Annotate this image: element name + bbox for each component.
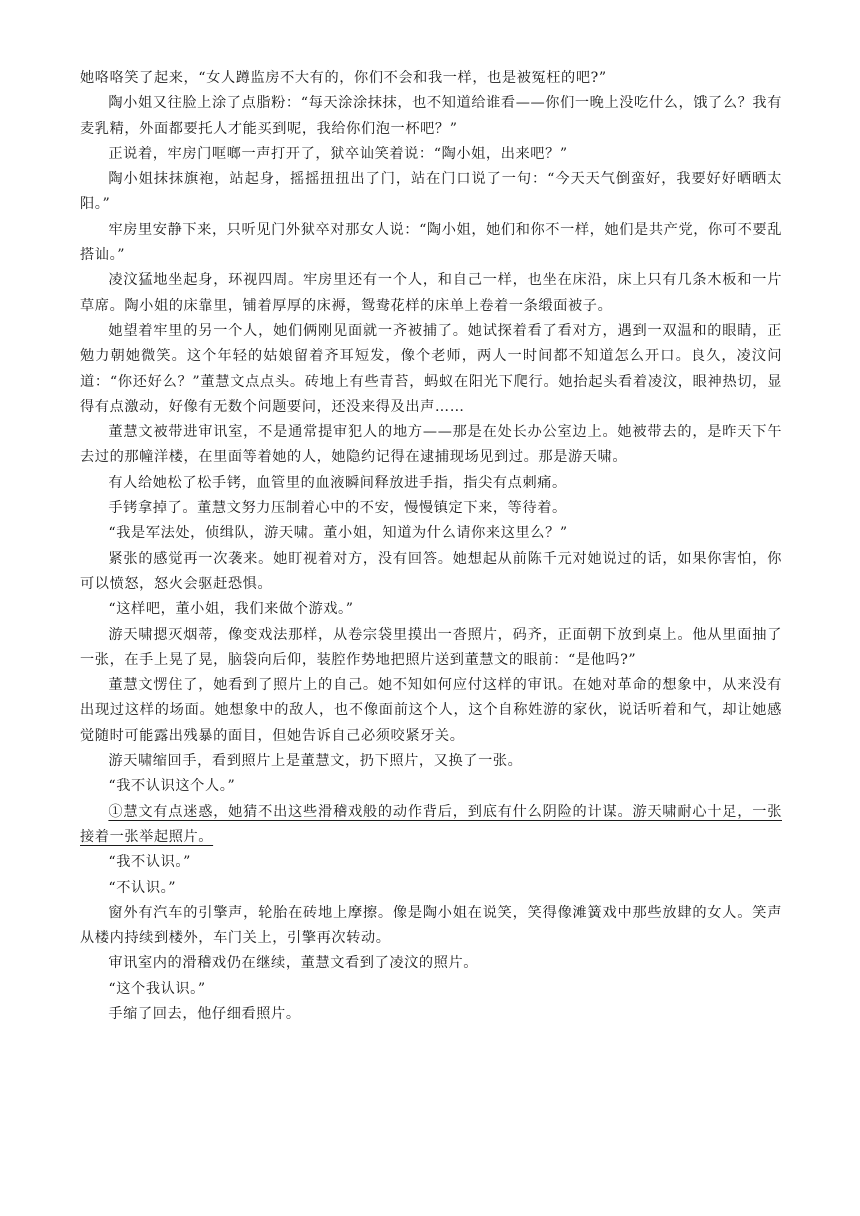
paragraph-11: “我是军法处，侦缉队，游天啸。董小姐，知道为什么请你来这里么？” (108, 525, 568, 542)
paragraph-14: 游天啸摁灭烟蒂，像变戏法那样，从卷宗袋里摸出一沓照片，码齐，正面朝下放到桌上。他从里面抽了一张，在手上晃了晃，脑袋向后仰，装腔作势地把照片送到董慧文的眼前：“是他吗?” (80, 626, 782, 668)
paragraph-20: “不认识。” (108, 879, 177, 896)
paragraph-13: “这样吧，董小姐，我们来做个游戏。” (108, 601, 354, 618)
paragraph-17: “我不认识这个人。” (108, 778, 236, 795)
paragraph-16: 游天啸缩回手，看到照片上是董慧文，扔下照片，又换了一张。 (108, 753, 523, 770)
paragraph-19: “我不认识。” (108, 854, 191, 871)
paragraph-8: 董慧文被带进审讯室，不是通常提审犯人的地方——那是在处长办公室边上。她被带去的，是昨天下午去过的那幢洋楼，在里面等着她的人，她隐约记得在逮捕现场见到过。那是游天啸。 (80, 424, 782, 466)
paragraph-24: 手缩了回去，他仔细看照片。 (108, 1005, 301, 1022)
paragraph-10: 手铐拿掉了。董慧文努力压制着心中的不安，慢慢镇定下来，等待着。 (108, 500, 567, 517)
paragraph-23: “这个我认识。” (108, 980, 206, 997)
paragraph-2: 陶小姐又往脸上涂了点脂粉：“每天涂涂抹抹，也不知道给谁看——你们一晚上没吃什么，饿了么？我有麦乳精，外面都要托人才能买到呢，我给你们泡一杯吧？” (80, 95, 782, 137)
paragraph-4: 陶小姐抹抹旗袍，站起身，摇摇扭扭出了门，站在门口说了一句：“今天天气倒蛮好，我要好好晒晒太阳。” (80, 171, 782, 213)
paragraph-6: 凌汶猛地坐起身，环视四周。牢房里还有一个人，和自己一样，也坐在床沿，床上只有几条木板和一片草席。陶小姐的床靠里，铺着厚厚的床褥，鸳鸯花样的床单上卷着一条缎面被子。 (80, 272, 782, 314)
underlined-passage-1 (80, 800, 782, 851)
paragraph-7: 她望着牢里的另一个人，她们俩刚见面就一齐被捕了。她试探着看了看对方，遇到一双温和的眼睛，正勉力朝她微笑。这个年轻的姑娘留着齐耳短发，像个老师，两人一时间都不知道怎么开口。良久，凌汶问道：“你还好么？”董慧文点点头。砖地上有些青苔，蚂蚁在阳光下爬行。她抬起头看着凌汶，眼神热切，显得有点激动，好像有无数个问题要问，还没来得及出声…… (80, 322, 782, 415)
paragraph-1: 她咯咯笑了起来，“女人蹲监房不大有的，你们不会和我一样，也是被冤枉的吧?” (80, 70, 607, 86)
underlined-passage-text: ①慧文有点迷惑，她猜不出这些滑稽戏般的动作背后，到底有什么阴险的计谋。游天啸耐心十足，一张接着一张举起照片。 (80, 803, 782, 845)
document-page (80, 66, 782, 1027)
paragraph-3: 正说着，牢房门哐啷一声打开了，狱卒讪笑着说：“陶小姐，出来吧？” (108, 145, 568, 162)
paragraph-21: 窗外有汽车的引擎声，轮胎在砖地上摩擦。像是陶小姐在说笑，笑得像滩簧戏中那些放肆的女人。笑声从楼内持续到楼外，车门关上，引擎再次转动。 (80, 904, 782, 947)
paragraph-22: 审讯室内的滑稽戏仍在继续，董慧文看到了凌汶的照片。 (108, 955, 479, 972)
paragraph-5: 牢房里安静下来，只听见门外狱卒对那女人说：“陶小姐，她们和你不一样，她们是共产党，你可不要乱搭讪。” (80, 221, 782, 264)
paragraph-12: 紧张的感觉再一次袭来。她盯视着对方，没有回答。她想起从前陈千元对她说过的话，如果你害怕，你可以愤怒，怒火会驱赶恐惧。 (80, 550, 782, 592)
paragraph-15: 董慧文愣住了，她看到了照片上的自己。她不知如何应付这样的审讯。在她对革命的想象中，从来没有出现过这样的场面。她想象中的敌人，也不像面前这个人，这个自称姓游的家伙，说话听着和气，却让她感觉随时可能露出残暴的面目，但她告诉自己必须咬紧牙关。 (80, 677, 782, 744)
paragraph-9: 有人给她松了松手铐，血管里的血液瞬间释放进手指，指尖有点刺痛。 (108, 474, 567, 491)
